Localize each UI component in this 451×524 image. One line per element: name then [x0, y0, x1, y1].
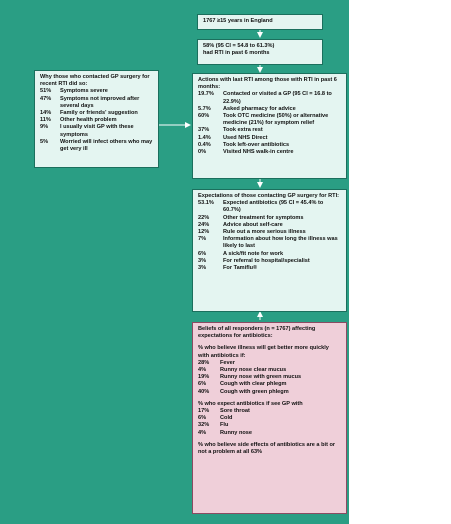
action-item: 60% Took OTC medicine (50%) or alternative medicine (21%) for symptom relief — [198, 113, 329, 127]
expectation-item: 24% Advice about self-care — [198, 221, 283, 228]
expectation-item: 6% A sick/fit note for work — [198, 250, 284, 257]
belief-item: 19% Runny nose with green mucus — [198, 374, 302, 381]
belief-item: 17% Sore throat — [198, 408, 250, 415]
reason-item: 5% Worried will infect others who may get very ill — [40, 138, 153, 153]
action-item: 19.7% Contacted or visited a GP (95 CI = 16.8 to 22.9%) — [198, 91, 332, 105]
belief-item: 4% Runny nose clear mucus — [198, 367, 287, 374]
beliefs-title: Beliefs of all responders (n = 1767) affecting expectations for antibiotics: — [198, 326, 316, 340]
belief-item: 40% Cough with green phlegm — [198, 388, 289, 395]
action-item: 37% Took extra rest — [198, 127, 263, 134]
reason-item: 11% Other health problem — [40, 117, 117, 124]
beliefs-section1-title: % who believe illness will get better more quickly with antibiotics if: — [198, 345, 329, 359]
beliefs-section3: % who believe side effects of antibiotics are a bit or not a problem at all 63% — [198, 441, 336, 456]
action-item: 5.7% Asked pharmacy for advice — [198, 105, 296, 112]
reasons-list — [40, 88, 153, 153]
rti-prevalence-line2: had RTI in past 6 months — [203, 50, 270, 57]
belief-item: 6% Cough with clear phlegm — [198, 381, 287, 388]
beliefs-section2-title: % who expect antibiotics if see GP with — [198, 400, 303, 407]
belief-item: 32% Flu — [198, 422, 229, 429]
rti-prevalence-box — [197, 39, 323, 65]
expectation-item: 22% Other treatment for symptoms — [198, 214, 304, 221]
expectation-item: 12% Rule out a more serious illness — [198, 229, 306, 236]
reasons-box — [34, 70, 159, 168]
actions-box — [192, 73, 347, 179]
reason-item: 47% Symptoms not improved after several days — [40, 95, 140, 109]
expectation-item: 7% Information about how long the illness was likely to last — [198, 236, 338, 250]
population-text: 1767 ≥15 years in England — [203, 18, 273, 24]
expectation-item: 3% For referral to hospital/specialist — [198, 257, 310, 264]
expectations-box — [192, 189, 347, 312]
rti-prevalence-line1: 58% (95 CI = 54.8 to 61.3%) — [203, 43, 275, 49]
action-item: 0% Visited NHS walk-in centre — [198, 149, 294, 156]
beliefs-box — [192, 322, 347, 514]
belief-item: 4% Runny nose — [198, 429, 253, 436]
expectation-item: 3% For Tamiflu® — [198, 265, 258, 272]
expectation-item: 53.1% Expected antibiotics (95 CI = 45.4% to 60.7%) — [198, 200, 324, 214]
actions-title: Actions with last RTI among those with RTI in past 6 months: — [198, 77, 337, 91]
population-box — [197, 14, 323, 30]
belief-item: 6% Cold — [198, 415, 233, 422]
reason-item: 14% Family or friends' suggestion — [40, 110, 138, 117]
action-item: 1.4% Used NHS Direct — [198, 134, 268, 141]
reason-item: 9% I usually visit GP with these symptoms — [40, 124, 134, 138]
expectations-title: Expectations of those contacting GP surgery for RTI: — [198, 193, 340, 199]
reasons-title: Why those who contacted GP surgery for recent RTI did so: — [40, 74, 150, 88]
reason-item: 51% Symptoms severe — [40, 88, 108, 95]
belief-item: 28% Fever — [198, 359, 235, 366]
action-item: 0.4% Took left-over antibiotics — [198, 141, 290, 148]
